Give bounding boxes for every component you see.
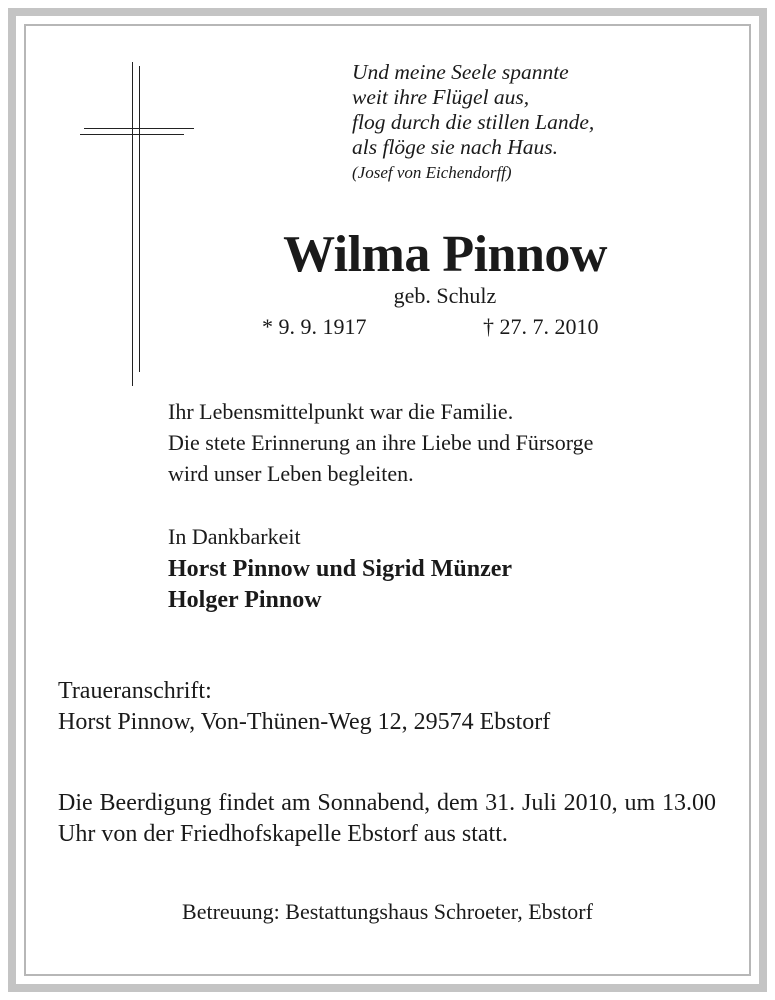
poem	[352, 60, 712, 186]
address-value: Horst Pinnow, Von-Thünen-Weg 12, 29574 Ebstorf	[58, 709, 551, 735]
undertaker-note: Betreuung: Bestattungshaus Schroeter, Ebstorf	[182, 899, 593, 924]
poem-line: flog durch die stillen Lande,	[352, 110, 595, 134]
poem-line: Und meine Seele spannte	[352, 60, 569, 84]
tribute-line: Die stete Erinnerung an ihre Liebe und Fürsorge	[168, 430, 594, 455]
tribute-text	[168, 396, 728, 489]
birth-date: * 9. 9. 1917	[262, 314, 367, 339]
deceased-name: Wilma Pinnow	[283, 226, 607, 283]
poem-line: als flöge sie nach Haus.	[352, 135, 559, 159]
mourners	[168, 554, 728, 616]
mourner-line: Holger Pinnow	[168, 587, 322, 613]
born-name: geb. Schulz	[393, 283, 497, 308]
poem-line: weit ihre Flügel aus,	[352, 85, 530, 109]
cross-icon	[80, 62, 200, 388]
poem-author: (Josef von Eichendorff)	[352, 163, 512, 182]
thanks-intro: In Dankbarkeit	[168, 524, 301, 549]
address-label: Traueranschrift:	[58, 678, 212, 704]
tribute-line: wird unser Leben begleiten.	[168, 461, 414, 486]
mourner-line: Horst Pinnow und Sigrid Münzer	[168, 556, 513, 582]
death-date: † 27. 7. 2010	[483, 314, 599, 339]
funeral-notice: Die Beerdigung findet am Sonnabend, dem 31. Juli 2010, um 13.00 Uhr von der Friedhofskapelle Ebstorf aus statt.	[58, 790, 716, 847]
mourning-address	[58, 676, 738, 738]
tribute-line: Ihr Lebensmittelpunkt war die Familie.	[168, 399, 514, 424]
